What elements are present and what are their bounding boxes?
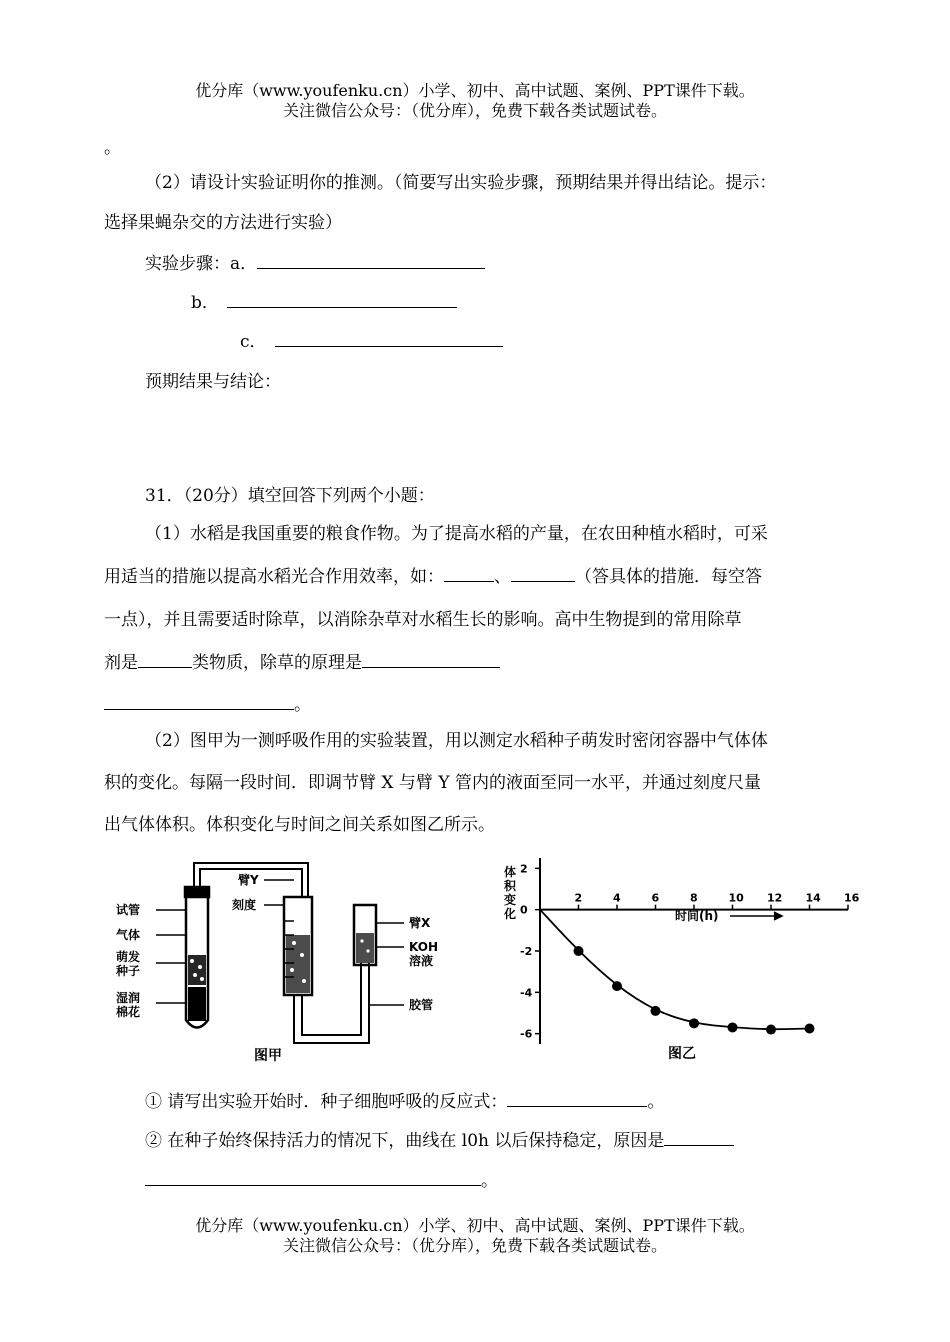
- y-axis-label-4: 化: [504, 907, 517, 921]
- label-seeds-2: 种子: [116, 964, 141, 978]
- sub-question-2-text: ② 在种子始终保持活力的情况下，曲线在 l0h 以后保持稳定，原因是: [145, 1131, 665, 1151]
- step-b: [191, 288, 457, 313]
- caption-yi: 图乙: [668, 1046, 696, 1062]
- label-cotton-1: 湿润: [116, 991, 141, 1005]
- footer-line-2: 关注微信公众号：（优分库），免费下载各类试题试卷。: [282, 1236, 667, 1255]
- q31-p2-line2: 积的变化。每隔一段时间．即调节臂 X 与臂 Y 管内的液面至同一水平，并通过刻度尺量: [104, 773, 761, 793]
- data-point: [651, 1006, 661, 1016]
- label-hose: 胶管: [409, 998, 434, 1012]
- label-arm-x: 臂X: [409, 916, 431, 930]
- q31-separator: 、: [494, 567, 511, 587]
- label-arm-y: 臂Y: [238, 873, 259, 887]
- sub-question-1-period: 。: [647, 1092, 665, 1112]
- principle-blank-2[interactable]: [104, 691, 294, 710]
- reaction-blank[interactable]: [507, 1088, 647, 1107]
- q31-p1-line2-text: 用适当的措施以提高水稻光合作用效率，如：: [104, 567, 444, 587]
- x-tick-label: 16: [844, 891, 860, 905]
- step-a-blank[interactable]: [257, 250, 485, 269]
- data-point: [728, 1022, 738, 1032]
- q31-p1-line4: [104, 648, 500, 673]
- sub-question-2-period: 。: [481, 1171, 498, 1191]
- label-scale: 刻度: [232, 898, 257, 912]
- step-b-label: b．: [191, 293, 219, 313]
- q31-p1-line4-text: 剂是: [104, 653, 138, 673]
- q31-p1-line2-tail: （答具体的措施．每空答: [575, 567, 762, 587]
- step-c-blank[interactable]: [275, 328, 503, 347]
- x-axis-label: 时间(h): [675, 909, 719, 923]
- y-axis-label-1: 体: [504, 865, 517, 879]
- question-2-line-1: （2）请设计实验证明你的推测。（简要写出实验步骤，预期结果并得出结论。提示：: [145, 173, 777, 193]
- footer-line-1: 优分库（www.youfenku.cn）小学、初中、高中试题、案例、PPT课件下载。: [195, 1216, 755, 1235]
- x-tick-label: 8: [690, 891, 698, 905]
- q31-p1-line2: [104, 562, 762, 587]
- x-tick-label: 6: [651, 891, 660, 905]
- label-koh-2: 溶液: [409, 954, 434, 968]
- q31-p2-line1: （2）图甲为一测呼吸作用的实验装置，用以测定水稻种子萌发时密闭容器中气体体: [145, 731, 768, 751]
- arrow-head-icon: [774, 912, 782, 920]
- reason-blank-2[interactable]: [145, 1167, 481, 1186]
- header-line-1: 优分库（www.youfenku.cn）小学、初中、高中试题、案例、PPT课件下载。: [195, 81, 755, 100]
- step-b-blank[interactable]: [227, 289, 457, 308]
- label-gas: 气体: [116, 928, 141, 942]
- reason-blank-1[interactable]: [664, 1127, 734, 1146]
- x-tick-label: 10: [728, 891, 744, 905]
- y-tick-label: 0: [520, 903, 528, 917]
- label-test-tube: 试管: [116, 903, 141, 917]
- x-tick-label: 14: [805, 891, 821, 905]
- q31-p1-line3: 一点），并且需要适时除草，以消除杂草对水稻生长的影响。高中生物提到的常用除草: [104, 610, 742, 630]
- figure-yi-chart: [490, 848, 870, 1070]
- stopper-icon: [185, 887, 209, 897]
- herbicide-blank[interactable]: [138, 649, 192, 668]
- x-tick-label: 4: [613, 891, 621, 905]
- question-2-line-2: 选择果蝇杂交的方法进行实验）: [104, 213, 342, 233]
- data-point: [612, 981, 622, 991]
- sub-question-1-text: ① 请写出实验开始时．种子细胞呼吸的反应式：: [145, 1092, 508, 1112]
- label-cotton-2: 棉花: [116, 1005, 141, 1019]
- q31-p1-period: 。: [294, 695, 311, 715]
- sub-question-1: [145, 1087, 664, 1112]
- step-a-label: 实验步骤：a．: [145, 254, 258, 274]
- series-curve: [540, 910, 810, 1030]
- data-point: [689, 1018, 699, 1028]
- y-tick-label: -6: [520, 1027, 533, 1041]
- sub-question-2-line2: [145, 1166, 498, 1191]
- y-tick-label: 2: [520, 862, 528, 876]
- step-c: [240, 327, 503, 352]
- header-line-2: 关注微信公众号：（优分库），免费下载各类试题试卷。: [282, 101, 667, 120]
- y-axis-label-2: 积: [504, 879, 517, 893]
- step-a: [145, 249, 485, 274]
- measure-blank-2[interactable]: [511, 563, 575, 582]
- y-tick-label: -2: [520, 945, 533, 958]
- q31-p1-line1: （1）水稻是我国重要的粮食作物。为了提高水稻的产量，在农田种植水稻时，可采: [145, 524, 768, 544]
- caption-jia: 图甲: [254, 1048, 282, 1064]
- q31-p1-line4-mid: 类物质，除草的原理是: [192, 653, 362, 673]
- measure-blank-1[interactable]: [444, 563, 494, 582]
- y-tick-label: -4: [520, 986, 533, 1000]
- sub-question-2: [145, 1126, 734, 1151]
- figure-jia: [104, 855, 474, 1070]
- data-point: [766, 1025, 776, 1035]
- step-c-label: c．: [240, 332, 267, 352]
- q31-p1-line5: [104, 690, 311, 715]
- expected-results-label: 预期结果与结论：: [145, 372, 281, 392]
- stray-period: 。: [104, 138, 121, 158]
- q31-title: 31．（20分）填空回答下列两个小题：: [145, 486, 435, 506]
- y-axis-label-3: 变: [504, 893, 517, 907]
- label-seeds-1: 萌发: [116, 950, 141, 964]
- x-tick-label: 12: [767, 891, 783, 905]
- data-point: [805, 1024, 815, 1034]
- label-koh-1: KOH: [409, 940, 439, 954]
- q31-p2-line3: 出气体体积。体积变化与时间之间关系如图乙所示。: [104, 815, 495, 835]
- data-point: [574, 946, 584, 956]
- x-tick-label: 2: [574, 891, 583, 905]
- principle-blank-1[interactable]: [362, 649, 500, 668]
